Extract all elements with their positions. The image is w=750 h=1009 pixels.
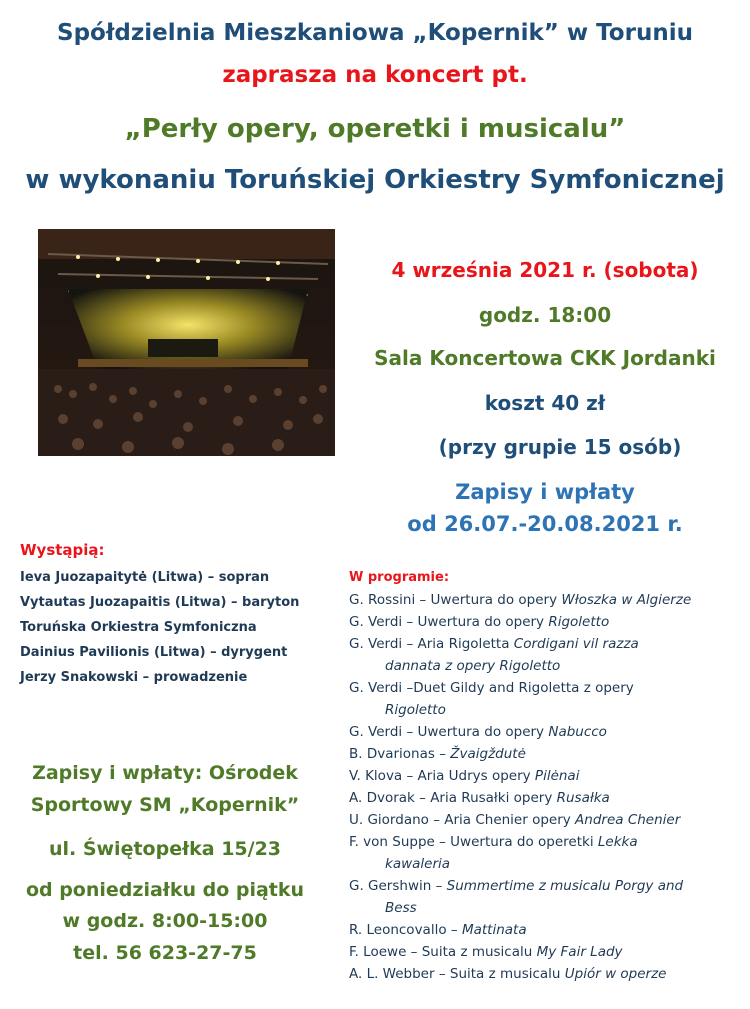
program-item: R. Leoncovallo – Mattinata [349, 922, 527, 938]
performers-header: Wystąpią: [20, 541, 105, 559]
office-days: od poniedziałku do piątku [25, 879, 305, 901]
concert-date: 4 września 2021 r. (sobota) [391, 258, 699, 282]
performer-item: Ieva Juozapaitytė (Litwa) – sopran [20, 570, 270, 585]
organizer-title: Spółdzielnia Mieszkaniowa „Kopernik” w Toruniu [57, 20, 693, 46]
program-item: G. Rossini – Uwertura do opery Włoszka w Algierze [349, 592, 692, 608]
office-hours: w godz. 8:00-15:00 [62, 910, 268, 932]
office-line: Sportowy SM „Kopernik” [30, 794, 300, 816]
program-item: A. Dvorak – Aria Rusałki opery Rusałka [349, 790, 610, 806]
invitation-line: zaprasza na koncert pt. [222, 62, 528, 88]
program-item: F. Loewe – Suita z musicalu My Fair Lady [349, 944, 623, 960]
program-item: G. Gershwin – Summertime z musicalu Porgy and Bess [349, 878, 684, 916]
concert-hall-photo [38, 229, 335, 456]
program-item: U. Giordano – Aria Chenier opery Andrea Chenier [349, 812, 681, 828]
program-item: A. L. Webber – Suita z musicalu Upiór w operze [349, 966, 667, 982]
program-item: G. Verdi – Aria Rigoletta Cordigani vil razza dannata z opery Rigoletto [349, 636, 639, 674]
office-line: Zapisy i wpłaty: Ośrodek [32, 762, 298, 784]
concert-venue: Sala Koncertowa CKK Jordanki [374, 346, 716, 370]
program-section [349, 570, 745, 985]
performers-section [20, 541, 340, 690]
concert-title: „Perły opery, operetki i musicalu” [124, 114, 626, 144]
program-header: W programie: [349, 570, 450, 585]
concert-cost: koszt 40 zł [484, 391, 606, 415]
performer-item: Toruńska Orkiestra Symfoniczna [20, 620, 257, 635]
program-item: B. Dvarionas – Žvaigždutė [349, 746, 526, 762]
program-item: G. Verdi – Uwertura do opery Nabucco [349, 724, 607, 740]
office-phone: tel. 56 623-27-75 [73, 942, 257, 964]
program-item: V. Klova – Aria Udrys opery Pilėnai [349, 768, 580, 784]
registration-dates: od 26.07.-20.08.2021 r. [407, 512, 683, 536]
program-item: F. von Suppe – Uwertura do operetki Lekka kawaleria [349, 834, 638, 872]
program-item: G. Verdi –Duet Gildy and Rigoletta z opery Rigoletto [349, 680, 634, 718]
group-note: (przy grupie 15 osób) [438, 435, 682, 459]
performer-item: Dainius Pavilionis (Litwa) – dyrygent [20, 645, 288, 660]
performer-item: Vytautas Juozapaitis (Litwa) – baryton [20, 595, 300, 610]
performer-line: w wykonaniu Toruńskiej Orkiestry Symfonicznej [25, 165, 725, 195]
performer-item: Jerzy Snakowski – prowadzenie [20, 670, 248, 685]
registration-title: Zapisy i wpłaty [455, 480, 635, 504]
office-address: ul. Świętopełka 15/23 [48, 838, 282, 860]
concert-time: godz. 18:00 [478, 303, 612, 327]
program-item: G. Verdi – Uwertura do opery Rigoletto [349, 614, 610, 630]
